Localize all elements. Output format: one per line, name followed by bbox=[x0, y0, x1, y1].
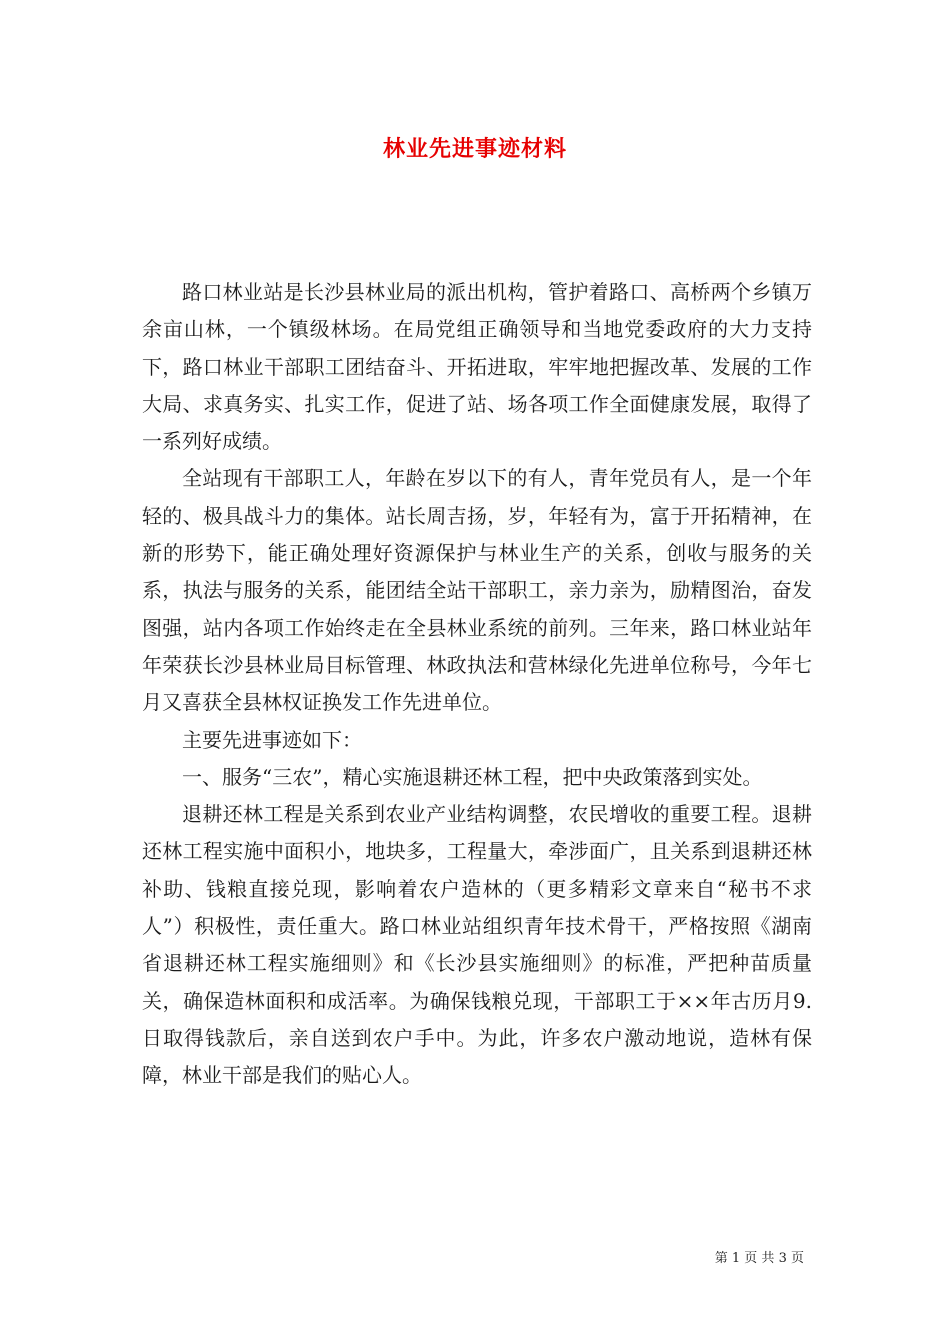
paragraph: 路口林业站是长沙县林业局的派出机构，管护着路口、高桥两个乡镇万余亩山林，一个镇级林场。在局党组正确领导和当地党委政府的大力支持下，路口林业干部职工团结奋斗、开拓进取，牢牢地把握改革、发展的工作大局、求真务实、扎实工作，促进了站、场各项工作全面健康发展，取得了一系列好成绩。 bbox=[142, 280, 812, 454]
footer-middle: 页 共 bbox=[744, 1251, 775, 1266]
paragraph: 全站现有干部职工人，年龄在岁以下的有人，青年党员有人，是一个年轻的、极具战斗力的集体。站长周吉扬，岁，年轻有为，富于开拓精神，在新的形势下，能正确处理好资源保护与林业生产的关系，创收与服务的关系，执法与服务的关系，能团结全站干部职工，亲力亲为，励精图治，奋发图强，站内各项工作始终走在全县林业系统的前列。三年来，路口林业站年年荣获长沙县林业局目标管理、林政执法和营林绿化先进单位称号，今年七月又喜获全县林权证换发工作先进单位。 bbox=[142, 466, 812, 715]
document-body bbox=[142, 274, 812, 1095]
page-footer bbox=[715, 1247, 804, 1266]
paragraph: 一、服务“三农”，精心实施退耕还林工程，把中央政策落到实处。 bbox=[182, 764, 763, 789]
paragraph: 主要先进事迹如下： bbox=[182, 727, 362, 752]
footer-suffix: 页 bbox=[790, 1251, 804, 1266]
footer-prefix: 第 bbox=[714, 1251, 728, 1266]
current-page-number: 1 bbox=[731, 1251, 741, 1266]
document-title: 林业先进事迹材料 bbox=[382, 136, 567, 162]
paragraph: 退耕还林工程是关系到农业产业结构调整，农民增收的重要工程。退耕还林工程实施中面积小，地块多，工程量大，牵涉面广，且关系到退耕还林补助、钱粮直接兑现，影响着农户造林的（更多精彩文章来自“秘书不求人”）积极性，责任重大。路口林业站组织青年技术骨干，严格按照《湖南省退耕还林工程实施细则》和《长沙县实施细则》的标准，严把种苗质量关，确保造林面积和成活率。为确保钱粮兑现，干部职工于××年古历月9.日取得钱款后，亲自送到农户手中。为此，许多农户激动地说，造林有保障，林业干部是我们的贴心人。 bbox=[142, 802, 812, 1088]
total-page-number: 3 bbox=[778, 1251, 787, 1266]
